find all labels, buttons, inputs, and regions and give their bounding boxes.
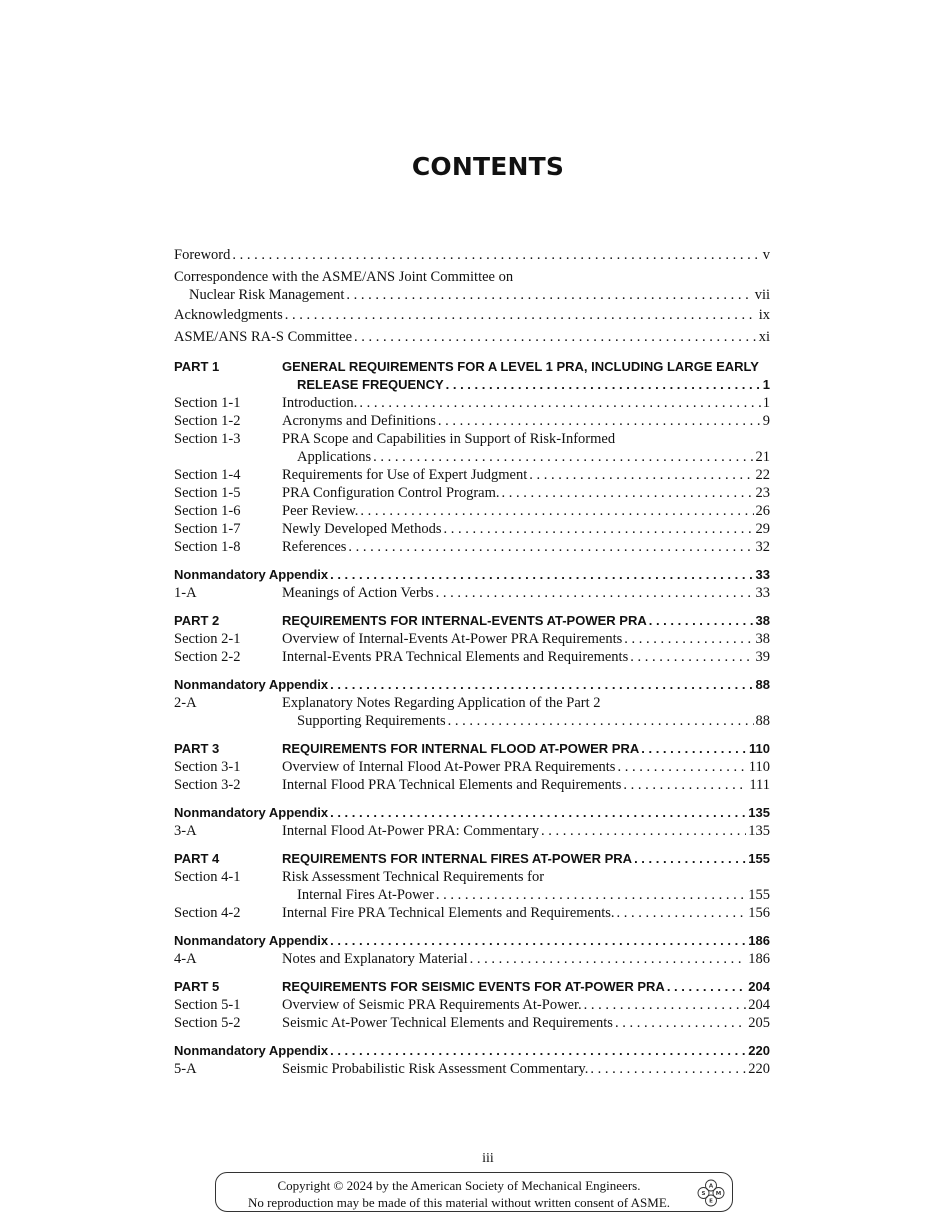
part-title: RELEASE FREQUENCY: [297, 377, 444, 392]
entry-title: ASME/ANS RA-S Committee: [174, 329, 353, 345]
toc-appendix-1-a[interactable]: [174, 584, 770, 602]
logo-letter: A: [708, 1183, 714, 1190]
leader-dots: [360, 502, 753, 520]
leader-dots: [443, 520, 753, 538]
leader-dots: [590, 1060, 746, 1078]
section-label: Section 1-5: [174, 485, 241, 501]
leader-dots: [330, 566, 753, 584]
toc-section-1-2[interactable]: [174, 412, 770, 430]
section-title: Peer Review.: [282, 503, 359, 519]
leader-dots: [667, 978, 746, 996]
appendix-item-page: 33: [755, 585, 770, 601]
entry-page: ix: [758, 307, 770, 323]
logo-letter: M: [715, 1191, 722, 1197]
toc-part-3[interactable]: [174, 740, 770, 758]
toc-section-1-6[interactable]: [174, 502, 770, 520]
toc-section-1-3-line2[interactable]: [174, 448, 770, 466]
appendix-item-label: 2-A: [174, 695, 197, 711]
appendix-label: Nonmandatory Appendix: [174, 567, 329, 582]
section-title: Applications: [297, 449, 372, 465]
toc-section-3-2[interactable]: [174, 776, 770, 794]
toc-appendix-5-a[interactable]: [174, 1060, 770, 1078]
leader-dots: [373, 448, 753, 466]
part-page: 110: [749, 741, 770, 756]
part-title: GENERAL REQUIREMENTS FOR A LEVEL 1 PRA, INCLUDING LARGE EARLY: [282, 359, 759, 374]
appendix-item-label: 5-A: [174, 1061, 197, 1077]
appendix-item-page: 220: [748, 1061, 770, 1077]
leader-dots: [502, 484, 754, 502]
appendix-item-label: 3-A: [174, 823, 197, 839]
toc-appendix-part-3[interactable]: [174, 804, 770, 822]
section-page: 22: [755, 467, 770, 483]
appendix-item-page: 186: [748, 951, 770, 967]
section-title: Overview of Internal-Events At-Power PRA Requirements: [282, 631, 623, 647]
toc-part-1-line2[interactable]: [174, 376, 770, 394]
section-label: Section 5-1: [174, 997, 241, 1013]
leader-dots: [330, 1042, 746, 1060]
part-label: PART 1: [174, 359, 220, 374]
entry-page: vii: [754, 287, 770, 303]
part-label: PART 3: [174, 741, 220, 756]
part-label: PART 2: [174, 613, 220, 628]
leader-dots: [641, 740, 747, 758]
leader-dots: [584, 996, 747, 1014]
toc-section-1-4[interactable]: [174, 466, 770, 484]
leader-dots: [615, 1014, 746, 1032]
appendix-label: Nonmandatory Appendix: [174, 1043, 329, 1058]
section-page: 29: [755, 521, 770, 537]
appendix-item-title: Explanatory Notes Regarding Application of the Part 2: [282, 695, 601, 711]
section-title: Overview of Internal Flood At-Power PRA Requirements: [282, 759, 616, 775]
appendix-label: Nonmandatory Appendix: [174, 677, 329, 692]
copyright-line-1: Copyright © 2024 by the American Society of Mechanical Engineers.: [277, 1178, 641, 1193]
toc-entry-acknowledgments[interactable]: [174, 304, 770, 326]
section-page: 1: [762, 395, 770, 411]
logo-letter: S: [701, 1191, 706, 1197]
page-number: iii: [482, 1151, 494, 1166]
toc-section-2-1[interactable]: [174, 630, 770, 648]
leader-dots: [529, 466, 753, 484]
toc-part-1-line1[interactable]: [174, 358, 770, 376]
section-page: 21: [755, 449, 770, 465]
section-title: PRA Scope and Capabilities in Support of Risk-Informed: [282, 431, 616, 447]
appendix-item-title: Internal Flood At-Power PRA: Commentary: [282, 823, 539, 839]
toc-entry-correspondence-line2[interactable]: [174, 286, 770, 304]
section-title: PRA Configuration Control Program.: [282, 485, 500, 501]
toc-appendix-part-1[interactable]: [174, 566, 770, 584]
copyright-notice: [215, 1172, 733, 1212]
appendix-page: 33: [755, 567, 770, 582]
toc-part-5[interactable]: [174, 978, 770, 996]
section-page: 23: [755, 485, 770, 501]
toc-entry-committee[interactable]: [174, 326, 770, 348]
toc-section-1-7[interactable]: [174, 520, 770, 538]
section-page: 38: [755, 631, 770, 647]
section-title: Seismic At-Power Technical Elements and Requirements: [282, 1015, 613, 1031]
section-label: Section 1-1: [174, 395, 241, 411]
section-page: 39: [755, 649, 770, 665]
section-page: 9: [762, 413, 770, 429]
appendix-page: 135: [748, 805, 770, 820]
section-title: Internal Fire PRA Technical Elements and Requirements.: [282, 905, 615, 921]
toc-entry-correspondence-line1[interactable]: [174, 268, 770, 286]
part-title: REQUIREMENTS FOR INTERNAL FIRES AT-POWER PRA: [282, 851, 633, 866]
leader-dots: [649, 612, 754, 630]
leader-dots: [354, 326, 757, 348]
asme-logo-icon: [696, 1178, 726, 1208]
leader-dots: [446, 376, 761, 394]
appendix-item-page: 88: [755, 713, 770, 729]
section-label: Section 1-2: [174, 413, 241, 429]
section-page: 204: [748, 997, 770, 1013]
section-title: Acronyms and Definitions: [282, 413, 436, 429]
leader-dots: [624, 630, 753, 648]
part-page: 38: [755, 613, 770, 628]
entry-page: v: [762, 247, 770, 263]
section-title: Risk Assessment Technical Requirements for: [282, 869, 545, 885]
section-label: Section 4-1: [174, 869, 241, 885]
part-title: REQUIREMENTS FOR INTERNAL FLOOD AT-POWER PRA: [282, 741, 640, 756]
section-label: Section 1-6: [174, 503, 241, 519]
toc-part-4[interactable]: [174, 850, 770, 868]
toc-section-1-1[interactable]: [174, 394, 770, 412]
toc-appendix-part-2[interactable]: [174, 676, 770, 694]
table-of-contents: [174, 244, 770, 1078]
section-page: 155: [748, 887, 770, 903]
entry-title: Foreword: [174, 247, 231, 263]
section-label: Section 3-1: [174, 759, 241, 775]
toc-section-5-1[interactable]: [174, 996, 770, 1014]
section-label: Section 4-2: [174, 905, 241, 921]
section-title: Newly Developed Methods: [282, 521, 442, 537]
part-label: PART 4: [174, 851, 220, 866]
copyright-line-2: No reproduction may be made of this material without written consent of ASME.: [247, 1195, 671, 1210]
toc-part-2[interactable]: [174, 612, 770, 630]
section-title: Internal-Events PRA Technical Elements and Requirements: [282, 649, 629, 665]
leader-dots: [623, 776, 747, 794]
entry-title: Acknowledgments: [174, 307, 283, 323]
section-label: Section 1-7: [174, 521, 241, 537]
toc-section-4-2[interactable]: [174, 904, 770, 922]
section-title: Internal Flood PRA Technical Elements and Requirements: [282, 777, 622, 793]
toc-appendix-3-a[interactable]: [174, 822, 770, 840]
toc-section-1-8[interactable]: [174, 538, 770, 556]
leader-dots: [359, 394, 760, 412]
toc-appendix-2-a-line2[interactable]: [174, 712, 770, 730]
leader-dots: [630, 648, 753, 666]
toc-appendix-2-a-line1[interactable]: [174, 694, 770, 712]
toc-section-5-2[interactable]: [174, 1014, 770, 1032]
part-label: PART 5: [174, 979, 220, 994]
section-page: 111: [749, 777, 770, 793]
section-page: 110: [748, 759, 770, 775]
part-title: REQUIREMENTS FOR INTERNAL-EVENTS AT-POWER PRA: [282, 613, 647, 628]
section-title: Internal Fires At-Power: [297, 887, 434, 903]
leader-dots: [634, 850, 746, 868]
section-title: Introduction.: [282, 395, 358, 411]
section-page: 205: [748, 1015, 770, 1031]
appendix-page: 186: [748, 933, 770, 948]
toc-appendix-part-5[interactable]: [174, 1042, 770, 1060]
section-page: 32: [755, 539, 770, 555]
section-title: Overview of Seismic PRA Requirements At-Power.: [282, 997, 582, 1013]
leader-dots: [330, 932, 746, 950]
toc-section-3-1[interactable]: [174, 758, 770, 776]
section-label: Section 1-8: [174, 539, 241, 555]
leader-dots: [541, 822, 746, 840]
section-label: Section 3-2: [174, 777, 241, 793]
appendix-item-label: 1-A: [174, 585, 197, 601]
toc-section-4-1-line1[interactable]: [174, 868, 770, 886]
toc-section-1-5[interactable]: [174, 484, 770, 502]
leader-dots: [232, 244, 760, 266]
leader-dots: [330, 804, 746, 822]
appendix-item-page: 135: [748, 823, 770, 839]
entry-title: Nuclear Risk Management: [189, 287, 345, 303]
toc-section-2-2[interactable]: [174, 648, 770, 666]
entry-title: Correspondence with the ASME/ANS Joint Committee on: [174, 269, 514, 285]
toc-section-4-1-line2[interactable]: [174, 886, 770, 904]
leader-dots: [448, 712, 754, 730]
leader-dots: [470, 950, 747, 968]
section-label: Section 5-2: [174, 1015, 241, 1031]
section-label: Section 1-3: [174, 431, 241, 447]
leader-dots: [436, 886, 746, 904]
part-page: 1: [762, 377, 770, 392]
section-label: Section 1-4: [174, 467, 241, 483]
leader-dots: [436, 584, 754, 602]
leader-dots: [330, 676, 753, 694]
leader-dots: [348, 538, 753, 556]
toc-appendix-part-4[interactable]: [174, 932, 770, 950]
toc-section-1-3-line1[interactable]: [174, 430, 770, 448]
appendix-page: 88: [755, 677, 770, 692]
leader-dots: [346, 286, 752, 304]
part-page: 155: [748, 851, 770, 866]
section-title: References: [282, 539, 347, 555]
leader-dots: [438, 412, 761, 430]
part-title: REQUIREMENTS FOR SEISMIC EVENTS FOR AT-POWER PRA: [282, 979, 665, 994]
leader-dots: [285, 304, 757, 326]
section-page: 156: [748, 905, 770, 921]
appendix-label: Nonmandatory Appendix: [174, 805, 329, 820]
section-label: Section 2-2: [174, 649, 241, 665]
leader-dots: [617, 904, 747, 922]
section-title: Requirements for Use of Expert Judgment: [282, 467, 528, 483]
appendix-item-title: Meanings of Action Verbs: [282, 585, 434, 601]
appendix-item-label: 4-A: [174, 951, 197, 967]
page-title: CONTENTS: [411, 152, 565, 181]
section-label: Section 2-1: [174, 631, 241, 647]
toc-entry-foreword[interactable]: [174, 244, 770, 266]
appendix-item-title: Seismic Probabilistic Risk Assessment Commentary.: [282, 1061, 589, 1077]
appendix-page: 220: [748, 1043, 770, 1058]
appendix-item-title: Notes and Explanatory Material: [282, 951, 468, 967]
leader-dots: [617, 758, 746, 776]
entry-page: xi: [758, 329, 770, 345]
part-page: 204: [748, 979, 770, 994]
logo-letter: E: [709, 1198, 713, 1205]
section-page: 26: [755, 503, 770, 519]
toc-appendix-4-a[interactable]: [174, 950, 770, 968]
appendix-item-title: Supporting Requirements: [297, 713, 446, 729]
appendix-label: Nonmandatory Appendix: [174, 933, 329, 948]
